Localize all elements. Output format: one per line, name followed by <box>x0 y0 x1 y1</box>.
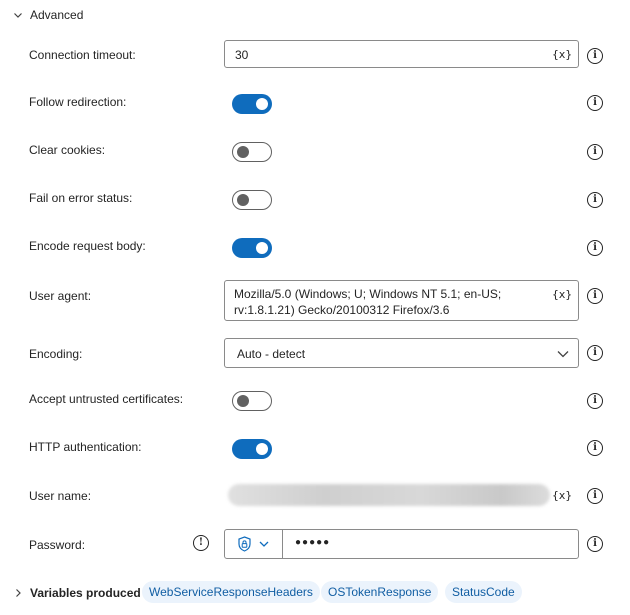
variable-picker-icon[interactable]: {x} <box>552 48 572 61</box>
toggle-knob <box>237 395 249 407</box>
variable-chip-status-code[interactable]: StatusCode <box>445 581 522 603</box>
encode-request-body-label: Encode request body: <box>29 239 146 253</box>
http-authentication-label: HTTP authentication: <box>29 440 142 454</box>
encoding-dropdown[interactable] <box>224 338 579 368</box>
password-input[interactable] <box>224 529 579 559</box>
clear-cookies-toggle[interactable] <box>232 142 272 162</box>
password-label: Password: <box>29 538 86 552</box>
encoding-selected-value: Auto - detect <box>237 347 306 361</box>
variables-produced-header[interactable] <box>12 584 141 602</box>
encode-request-body-toggle[interactable] <box>232 238 272 258</box>
info-icon[interactable]: i <box>587 488 603 504</box>
password-mode-selector[interactable] <box>225 530 283 558</box>
toggle-knob <box>237 194 249 206</box>
variable-chip-webservice-response-headers[interactable]: WebServiceResponseHeaders <box>142 581 320 603</box>
info-icon[interactable]: i <box>587 144 603 160</box>
user-agent-label: User agent: <box>29 289 92 303</box>
chevron-down-icon <box>12 9 24 21</box>
info-icon[interactable]: i <box>587 440 603 456</box>
password-masked-value: ●●●●● <box>295 537 331 548</box>
warning-icon: ! <box>193 535 209 551</box>
info-icon[interactable]: i <box>587 48 603 64</box>
toggle-knob <box>256 242 268 254</box>
user-agent-input[interactable] <box>224 280 579 321</box>
toggle-knob <box>256 443 268 455</box>
variable-chip-ostoken-response[interactable]: OSTokenResponse <box>321 581 438 603</box>
advanced-section-header[interactable] <box>12 6 83 24</box>
redacted-user-name <box>228 484 550 506</box>
connection-timeout-input[interactable] <box>224 40 579 68</box>
info-icon[interactable]: i <box>587 393 603 409</box>
toggle-knob <box>237 146 249 158</box>
shield-lock-icon <box>237 536 252 552</box>
http-authentication-toggle[interactable] <box>232 439 272 459</box>
info-icon[interactable]: i <box>587 192 603 208</box>
info-icon[interactable]: i <box>587 95 603 111</box>
chevron-down-icon <box>556 347 570 361</box>
follow-redirection-toggle[interactable] <box>232 94 272 114</box>
fail-on-error-status-toggle[interactable] <box>232 190 272 210</box>
variable-picker-icon[interactable]: {x} <box>552 489 572 502</box>
toggle-knob <box>256 98 268 110</box>
chevron-right-icon <box>12 587 24 599</box>
follow-redirection-label: Follow redirection: <box>29 95 127 109</box>
section-title: Advanced <box>30 8 84 22</box>
encoding-label: Encoding: <box>29 347 83 361</box>
connection-timeout-label: Connection timeout: <box>29 48 136 62</box>
user-name-label: User name: <box>29 489 92 503</box>
info-icon[interactable]: i <box>587 345 603 361</box>
user-agent-line-1: Mozilla/5.0 (Windows; U; Windows NT 5.1; en-US; <box>234 287 502 301</box>
clear-cookies-label: Clear cookies: <box>29 143 106 157</box>
user-agent-line-2: rv:1.8.1.21) Gecko/20100312 Firefox/3.6 <box>234 303 450 317</box>
variable-picker-icon[interactable]: {x} <box>552 288 572 301</box>
info-icon[interactable]: i <box>587 240 603 256</box>
variables-produced-label: Variables produced <box>30 586 141 600</box>
fail-on-error-status-label: Fail on error status: <box>29 191 133 205</box>
accept-untrusted-certificates-label: Accept untrusted certificates: <box>29 392 184 406</box>
accept-untrusted-certificates-toggle[interactable] <box>232 391 272 411</box>
info-icon[interactable]: i <box>587 536 603 552</box>
chevron-down-icon <box>258 538 270 550</box>
connection-timeout-value: 30 <box>235 48 249 62</box>
info-icon[interactable]: i <box>587 288 603 304</box>
